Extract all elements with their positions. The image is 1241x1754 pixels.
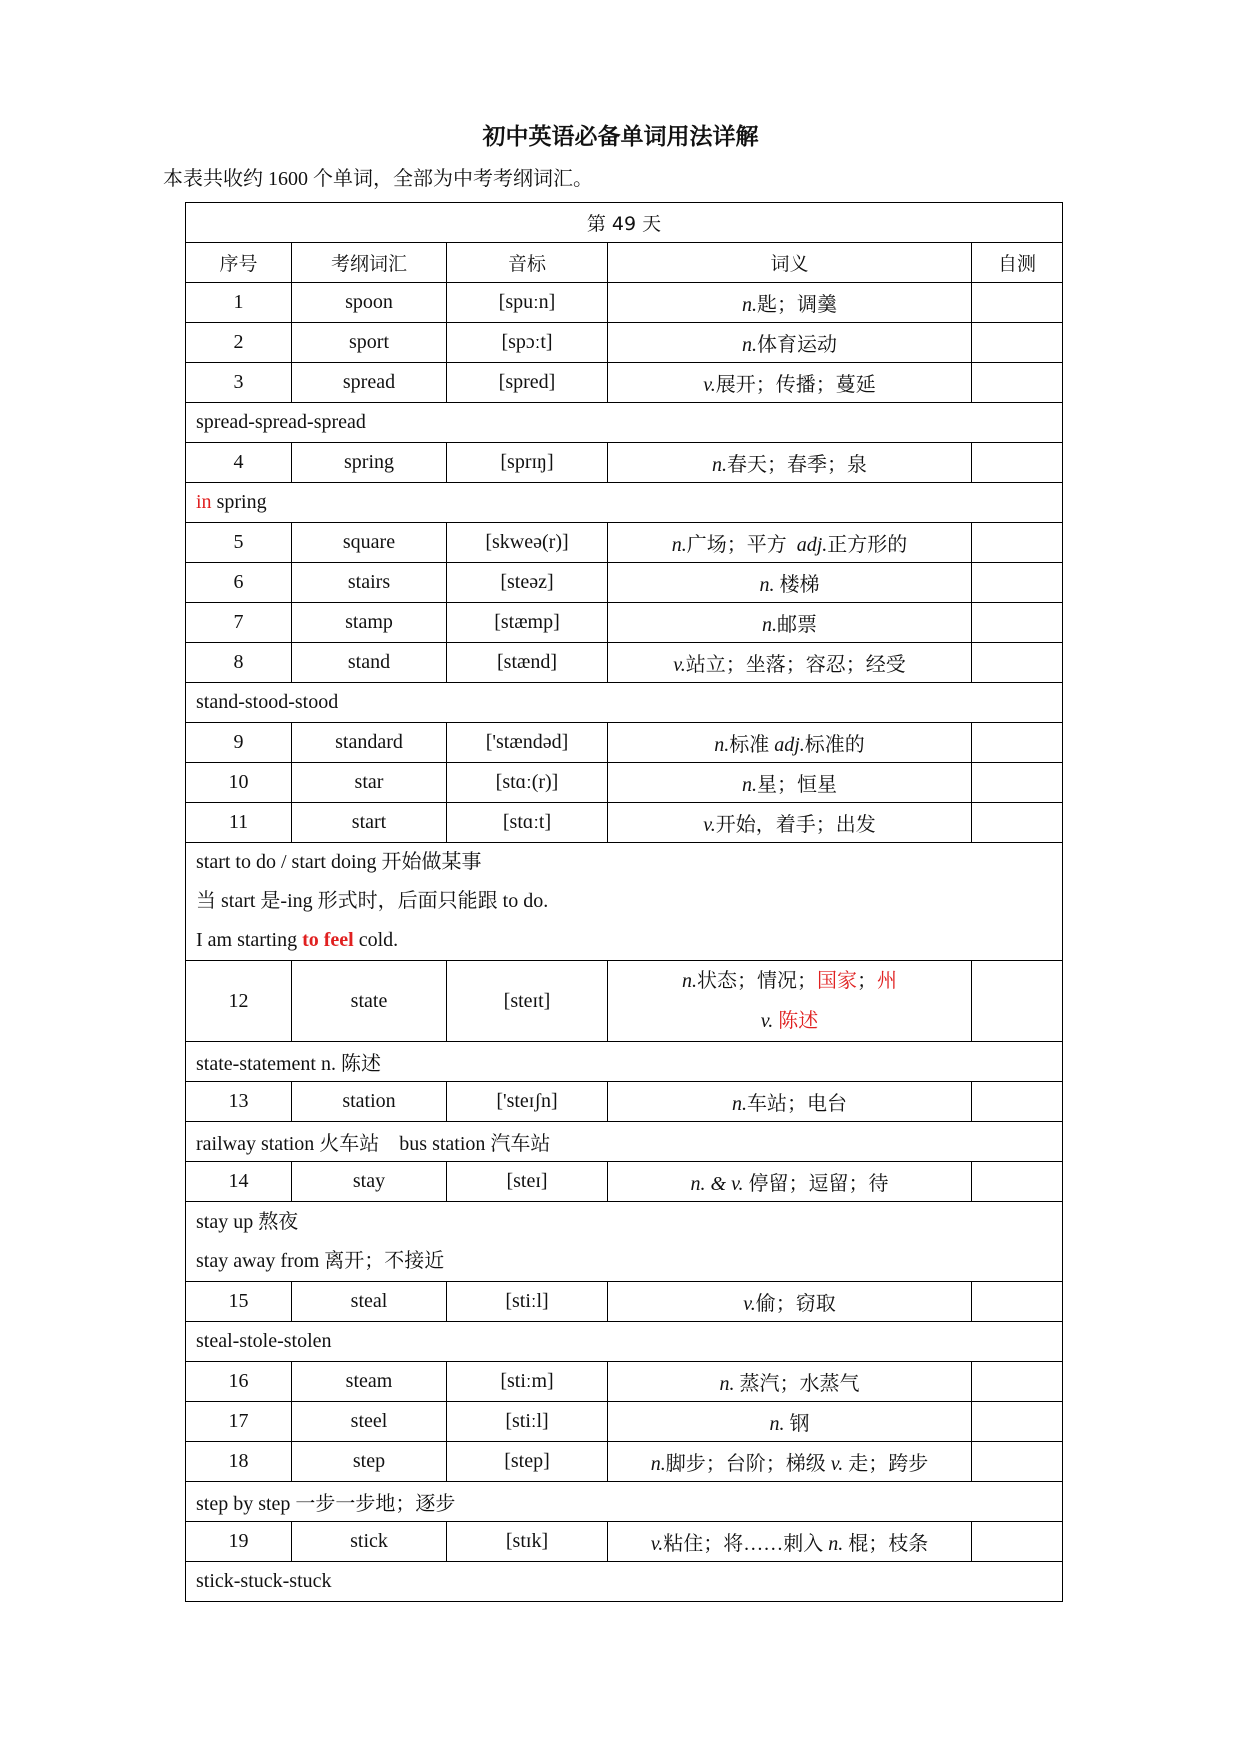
row-num: 1 <box>186 283 292 323</box>
row-word: square <box>292 523 447 563</box>
row-phonetic: [spred] <box>447 363 608 403</box>
usage-note: state-statement n. 陈述 <box>186 1042 1063 1082</box>
row-meaning <box>608 1522 972 1562</box>
row-phonetic: [stɑːt] <box>447 803 608 843</box>
row-meaning <box>608 1282 972 1322</box>
header-self-test: 自测 <box>972 243 1063 283</box>
row-meaning <box>608 1442 972 1482</box>
table-row <box>186 763 1063 803</box>
row-phonetic: [stiːl] <box>447 1402 608 1442</box>
row-word: step <box>292 1442 447 1482</box>
highlight-text: 州 <box>877 970 897 992</box>
row-meaning <box>608 643 972 683</box>
self-test-cell[interactable] <box>972 763 1063 803</box>
meaning-text: 走；跨步 <box>848 1453 929 1475</box>
part-of-speech: n. <box>719 1373 735 1395</box>
row-phonetic: [spɔːt] <box>447 323 608 363</box>
row-num: 7 <box>186 603 292 643</box>
row-phonetic: [stɪk] <box>447 1522 608 1562</box>
table-row <box>186 283 1063 323</box>
row-word: star <box>292 763 447 803</box>
document-title: 初中英语必备单词用法详解 <box>482 124 759 150</box>
table-row <box>186 1402 1063 1442</box>
note-row <box>186 1562 1063 1602</box>
note-row <box>186 683 1063 723</box>
part-of-speech: adj. <box>774 734 805 756</box>
meaning-text: 钢 <box>784 1413 810 1435</box>
table-row <box>186 723 1063 763</box>
row-num: 3 <box>186 363 292 403</box>
row-word: spring <box>292 443 447 483</box>
part-of-speech: n. <box>671 534 687 556</box>
note-text: spring <box>211 491 267 513</box>
table-row <box>186 1162 1063 1202</box>
part-of-speech: n. <box>828 1533 844 1555</box>
part-of-speech: n. <box>769 1413 785 1435</box>
usage-note: stick-stuck-stuck <box>186 1562 1063 1602</box>
row-num: 2 <box>186 323 292 363</box>
row-word: start <box>292 803 447 843</box>
row-phonetic: [steɪt] <box>447 961 608 1042</box>
part-of-speech: n. & v. <box>690 1173 744 1195</box>
part-of-speech: v. <box>743 1293 756 1315</box>
note-row <box>186 1202 1063 1282</box>
table-row <box>186 803 1063 843</box>
row-meaning <box>608 763 972 803</box>
note-row <box>186 1322 1063 1362</box>
meaning-text: 体育运动 <box>757 334 837 356</box>
row-meaning <box>608 323 972 363</box>
row-meaning <box>608 1162 972 1202</box>
row-word: steam <box>292 1362 447 1402</box>
row-meaning <box>608 283 972 323</box>
row-num: 11 <box>186 803 292 843</box>
table-row <box>186 961 1063 1042</box>
meaning-text: 脚步；台阶；梯级 <box>665 1453 831 1475</box>
header-phonetic: 音标 <box>447 243 608 283</box>
separator-text: ； <box>857 970 877 992</box>
note-line <box>196 921 1062 960</box>
row-num: 10 <box>186 763 292 803</box>
usage-note <box>186 483 1063 523</box>
highlight-text: to feel <box>302 929 354 951</box>
row-phonetic: [steɪ] <box>447 1162 608 1202</box>
row-num: 6 <box>186 563 292 603</box>
part-of-speech: v. <box>760 1010 774 1032</box>
header-num: 序号 <box>186 243 292 283</box>
meaning-text: 偷；窃取 <box>755 1293 836 1315</box>
self-test-cell[interactable] <box>972 1522 1063 1562</box>
day-header-row <box>186 203 1063 243</box>
row-num: 12 <box>186 961 292 1042</box>
meaning-text: 站立；坐落；容忍；经受 <box>685 654 906 676</box>
row-phonetic: [stiːl] <box>447 1282 608 1322</box>
self-test-cell[interactable] <box>972 283 1063 323</box>
usage-note: spread-spread-spread <box>186 403 1063 443</box>
self-test-cell[interactable] <box>972 523 1063 563</box>
part-of-speech: adj. <box>796 534 828 556</box>
row-num: 14 <box>186 1162 292 1202</box>
self-test-cell[interactable] <box>972 803 1063 843</box>
row-meaning <box>608 363 972 403</box>
part-of-speech: n. <box>742 334 757 356</box>
row-meaning <box>608 961 972 1042</box>
row-phonetic: ['steɪʃn] <box>447 1082 608 1122</box>
table-row <box>186 1522 1063 1562</box>
row-word: spread <box>292 363 447 403</box>
self-test-cell[interactable] <box>972 643 1063 683</box>
row-phonetic: ['stændəd] <box>447 723 608 763</box>
meaning-text: 停留；逗留；待 <box>748 1173 889 1195</box>
table-row <box>186 563 1063 603</box>
part-of-speech: n. <box>742 294 757 316</box>
row-word: state <box>292 961 447 1042</box>
row-num: 17 <box>186 1402 292 1442</box>
note-row <box>186 1482 1063 1522</box>
meaning-text: 匙；调羹 <box>757 294 837 316</box>
header-word: 考纲词汇 <box>292 243 447 283</box>
meaning-text: 棍；枝条 <box>848 1533 929 1555</box>
table-row <box>186 643 1063 683</box>
note-line: 当 start 是-ing 形式时，后面只能跟 to do. <box>196 890 549 912</box>
self-test-cell[interactable] <box>972 1162 1063 1202</box>
row-meaning <box>608 563 972 603</box>
intro-text: 本表共收约 1600 个单词，全部为中考考纲词汇。 <box>163 168 593 190</box>
column-header-row <box>186 243 1063 283</box>
meaning-line <box>608 1001 971 1041</box>
vocab-table <box>185 202 1063 1602</box>
row-meaning <box>608 723 972 763</box>
row-word: stay <box>292 1162 447 1202</box>
usage-note <box>186 1202 1063 1282</box>
row-meaning <box>608 603 972 643</box>
row-phonetic: [steəz] <box>447 563 608 603</box>
row-meaning <box>608 1362 972 1402</box>
part-of-speech: v. <box>703 814 716 836</box>
row-word: stick <box>292 1522 447 1562</box>
table-row <box>186 1442 1063 1482</box>
table-row <box>186 1282 1063 1322</box>
meaning-line <box>608 961 971 1001</box>
table-row <box>186 443 1063 483</box>
row-num: 8 <box>186 643 292 683</box>
self-test-cell[interactable] <box>972 1362 1063 1402</box>
highlight-text: in <box>196 491 212 513</box>
note-line: start to do / start doing 开始做某事 <box>196 851 482 873</box>
meaning-text: 广场；平方 <box>686 534 787 556</box>
meaning-text: 蒸汽；水蒸气 <box>734 1373 860 1395</box>
self-test-cell[interactable] <box>972 1282 1063 1322</box>
row-meaning <box>608 1402 972 1442</box>
row-word: station <box>292 1082 447 1122</box>
self-test-cell[interactable] <box>972 723 1063 763</box>
usage-note: stand-stood-stood <box>186 683 1063 723</box>
row-num: 4 <box>186 443 292 483</box>
row-phonetic: [stæmp] <box>447 603 608 643</box>
table-row <box>186 523 1063 563</box>
usage-note: railway station 火车站 bus station 汽车站 <box>186 1122 1063 1162</box>
meaning-text: 楼梯 <box>774 574 820 596</box>
row-num: 5 <box>186 523 292 563</box>
part-of-speech: n. <box>742 774 757 796</box>
row-word: stand <box>292 643 447 683</box>
self-test-cell[interactable] <box>972 961 1063 1042</box>
table-row <box>186 363 1063 403</box>
part-of-speech: n. <box>762 614 777 636</box>
note-row <box>186 403 1063 443</box>
self-test-cell[interactable] <box>972 1442 1063 1482</box>
row-phonetic: [stɑː(r)] <box>447 763 608 803</box>
usage-note: steal-stole-stolen <box>186 1322 1063 1362</box>
meaning-text: 展开；传播；蔓延 <box>715 374 876 396</box>
row-phonetic: [stænd] <box>447 643 608 683</box>
self-test-cell[interactable] <box>972 363 1063 403</box>
note-text: I am starting <box>196 929 303 951</box>
part-of-speech: n. <box>712 454 727 476</box>
table-row <box>186 603 1063 643</box>
part-of-speech: v. <box>830 1453 844 1475</box>
self-test-cell[interactable] <box>972 323 1063 363</box>
header-meaning: 词义 <box>608 243 972 283</box>
meaning-text: 星；恒星 <box>757 774 837 796</box>
meaning-text: 粘住；将……刺入 <box>663 1533 829 1555</box>
part-of-speech: n. <box>650 1453 666 1475</box>
self-test-cell[interactable] <box>972 443 1063 483</box>
usage-note: step by step 一步一步地；逐步 <box>186 1482 1063 1522</box>
part-of-speech: v. <box>703 374 716 396</box>
row-meaning <box>608 1082 972 1122</box>
row-word: standard <box>292 723 447 763</box>
self-test-cell[interactable] <box>972 603 1063 643</box>
row-word: stairs <box>292 563 447 603</box>
part-of-speech: n. <box>682 970 697 992</box>
row-word: sport <box>292 323 447 363</box>
row-word: spoon <box>292 283 447 323</box>
meaning-text: 邮票 <box>777 614 817 636</box>
meaning-text: 标准的 <box>804 734 865 756</box>
row-phonetic: [spuːn] <box>447 283 608 323</box>
usage-note <box>186 843 1063 961</box>
part-of-speech: n. <box>759 574 775 596</box>
meaning-text: 开始，着手；出发 <box>715 814 876 836</box>
row-phonetic: [stiːm] <box>447 1362 608 1402</box>
row-phonetic: [step] <box>447 1442 608 1482</box>
highlight-text: 国家 <box>817 970 857 992</box>
meaning-text: 标准 <box>729 734 775 756</box>
row-num: 15 <box>186 1282 292 1322</box>
note-text: cold. <box>353 929 399 951</box>
note-line: stay away from 离开；不接近 <box>196 1249 445 1272</box>
row-num: 18 <box>186 1442 292 1482</box>
part-of-speech: v. <box>673 654 686 676</box>
meaning-text: 正方形的 <box>827 534 908 556</box>
highlight-text: 陈述 <box>778 1010 819 1032</box>
row-phonetic: [skweə(r)] <box>447 523 608 563</box>
row-num: 19 <box>186 1522 292 1562</box>
self-test-cell[interactable] <box>972 1402 1063 1442</box>
note-row <box>186 1042 1063 1082</box>
row-num: 9 <box>186 723 292 763</box>
table-row <box>186 1362 1063 1402</box>
meaning-text: 状态；情况； <box>697 970 817 992</box>
row-num: 16 <box>186 1362 292 1402</box>
meaning-text: 车站；电台 <box>747 1093 847 1115</box>
row-num: 13 <box>186 1082 292 1122</box>
row-word: steel <box>292 1402 447 1442</box>
row-meaning <box>608 803 972 843</box>
row-meaning <box>608 523 972 563</box>
row-word: steal <box>292 1282 447 1322</box>
self-test-cell[interactable] <box>972 1082 1063 1122</box>
day-label: 第 49 天 <box>186 203 1063 243</box>
part-of-speech: n. <box>714 734 730 756</box>
note-row <box>186 483 1063 523</box>
note-row <box>186 843 1063 961</box>
row-word: stamp <box>292 603 447 643</box>
note-line: stay up 熬夜 <box>196 1210 299 1233</box>
self-test-cell[interactable] <box>972 563 1063 603</box>
row-phonetic: [sprɪŋ] <box>447 443 608 483</box>
note-row <box>186 1122 1063 1162</box>
row-meaning <box>608 443 972 483</box>
table-row <box>186 323 1063 363</box>
part-of-speech: n. <box>732 1093 747 1115</box>
part-of-speech: v. <box>650 1533 664 1555</box>
table-row <box>186 1082 1063 1122</box>
meaning-text: 春天；春季；泉 <box>727 454 867 476</box>
